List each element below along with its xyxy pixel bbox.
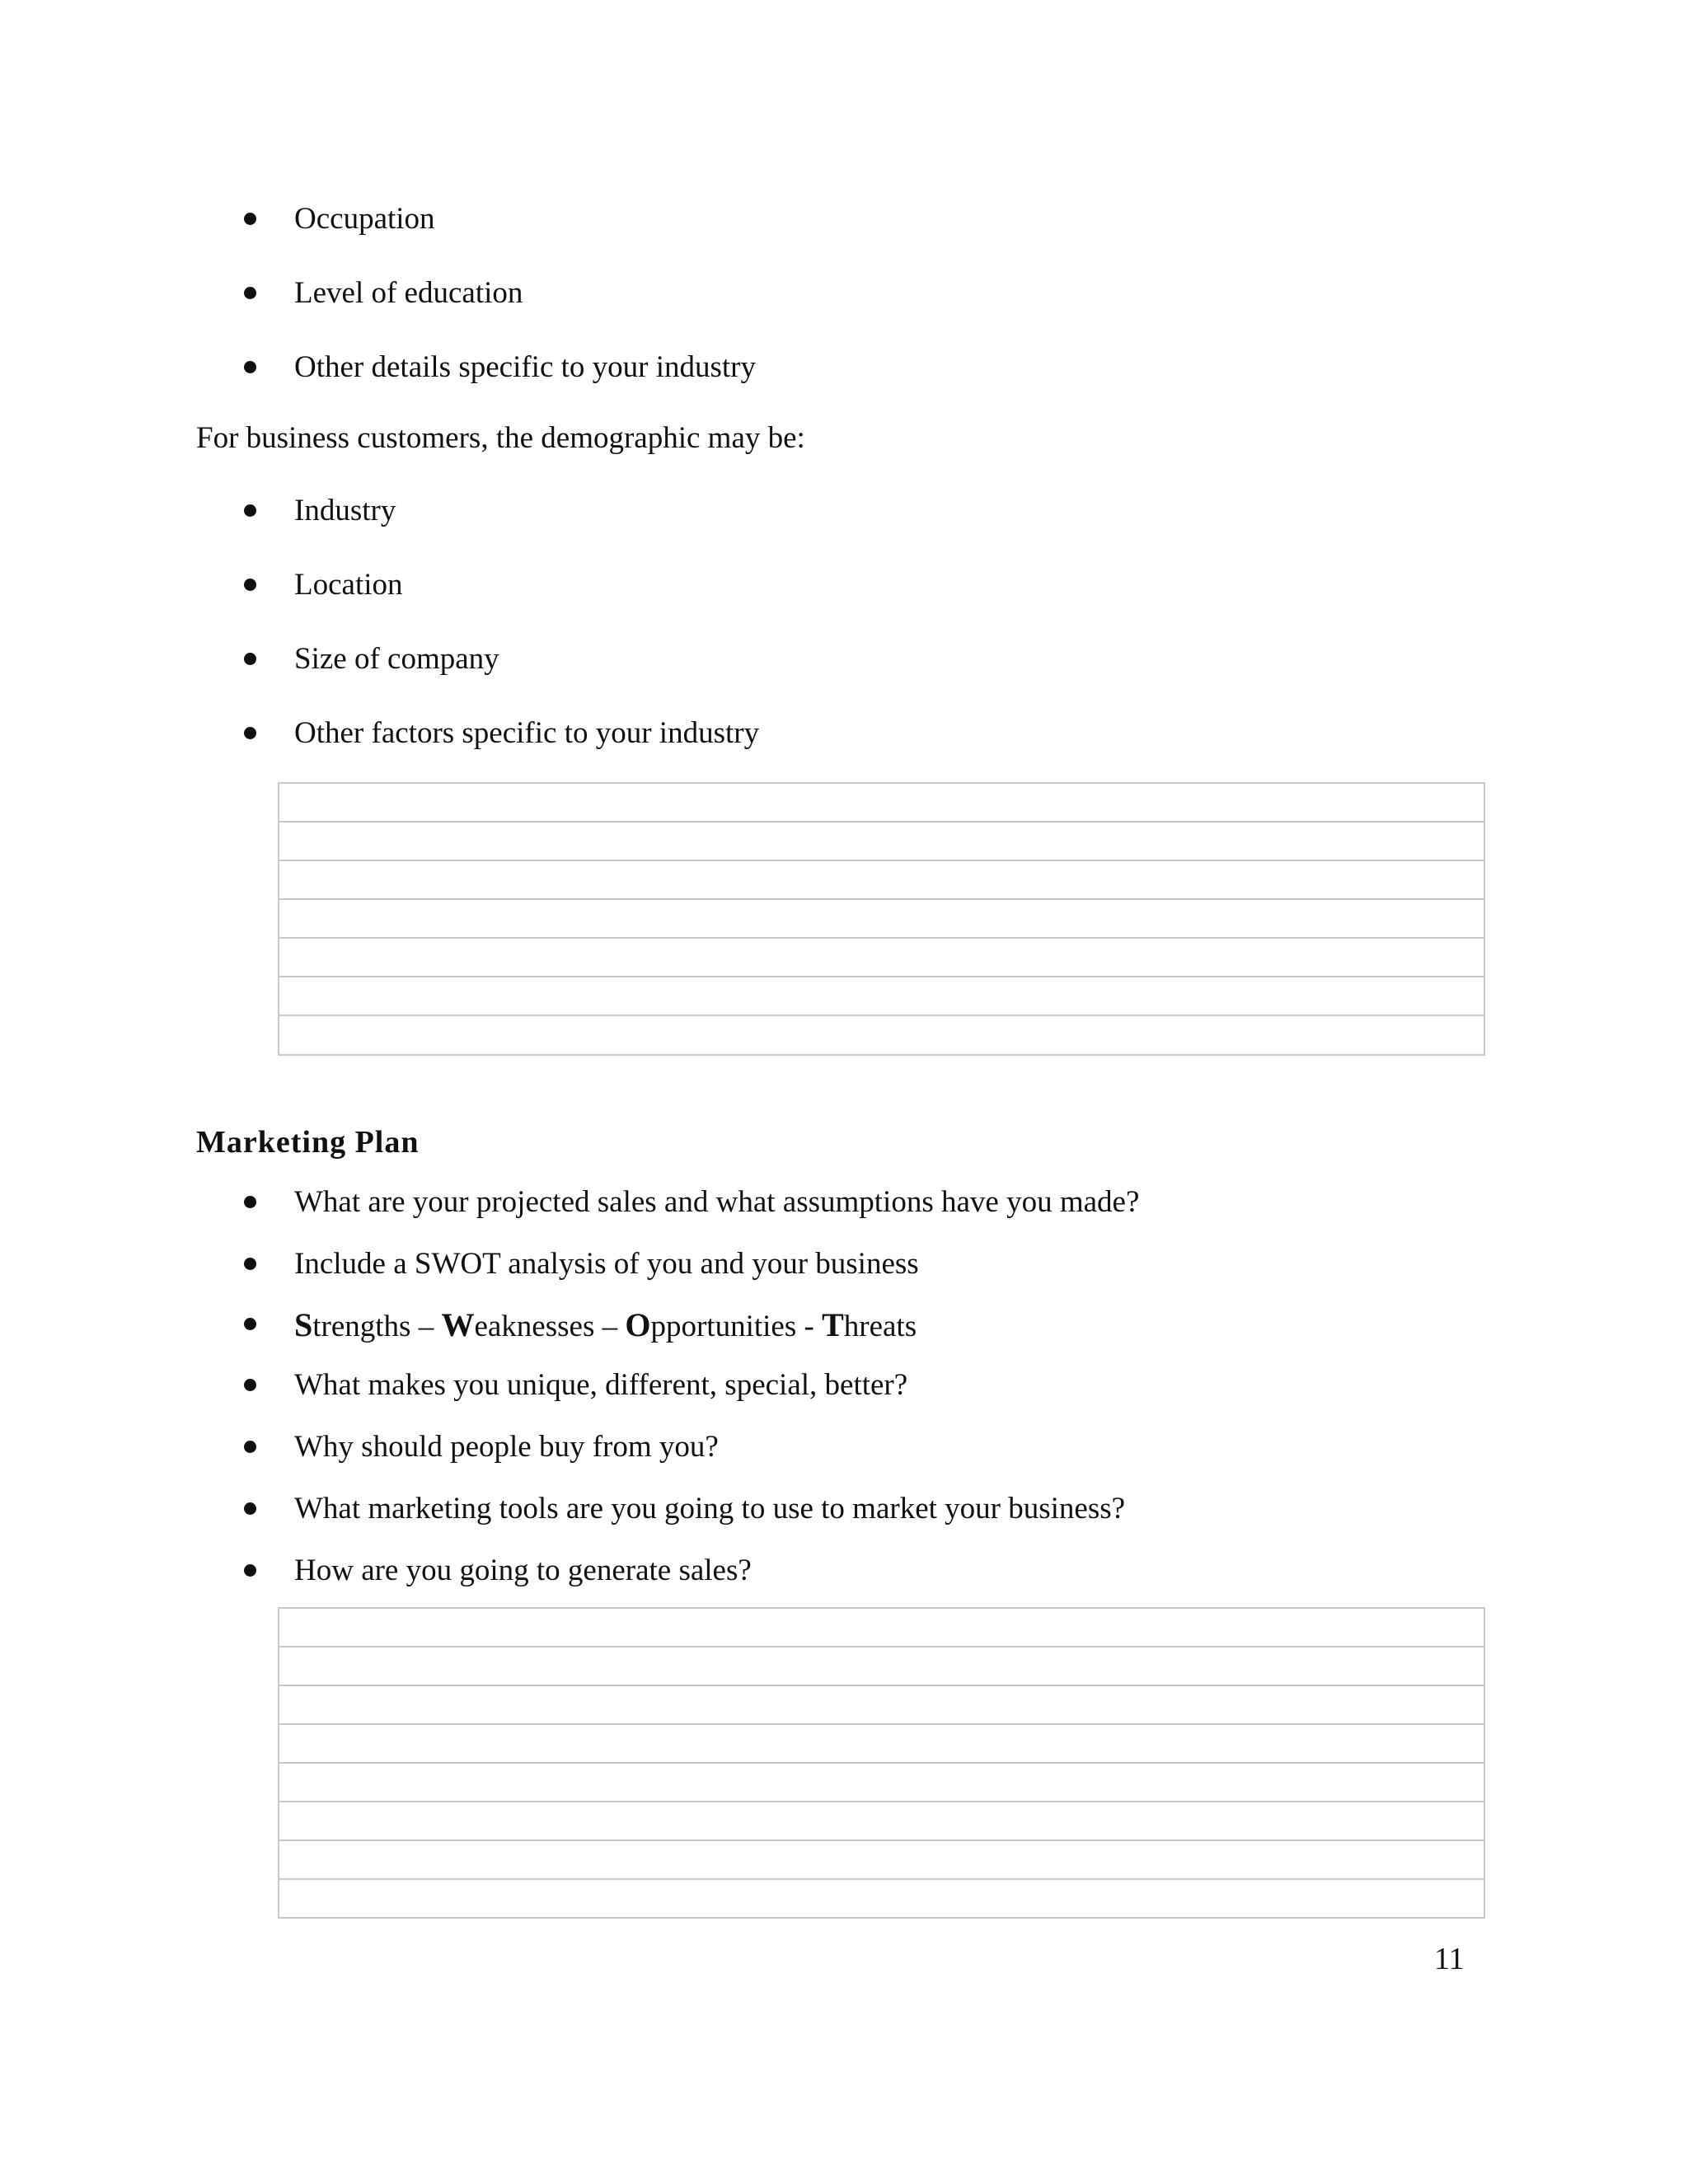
writing-line[interactable] — [279, 1647, 1484, 1686]
bullet-icon — [244, 1318, 256, 1330]
writing-line[interactable] — [279, 823, 1484, 861]
list-item-text: Level of education — [294, 276, 523, 310]
list-item-text: Why should people buy from you? — [294, 1430, 719, 1464]
bullet-icon — [244, 1441, 256, 1453]
list-item-text: What makes you unique, different, special, better? — [294, 1368, 908, 1402]
swot-line — [294, 1306, 917, 1343]
bullet-icon — [244, 579, 256, 591]
writing-line[interactable] — [279, 1016, 1484, 1055]
list-item-text: Industry — [294, 494, 396, 527]
bullet-icon — [244, 1502, 256, 1515]
list-item-text: Other details specific to your industry — [294, 350, 757, 384]
swot-separator: – — [594, 1310, 626, 1343]
swot-word-rest: hreats — [843, 1310, 917, 1343]
writing-line[interactable] — [279, 1764, 1484, 1802]
writing-lines-box-demographics[interactable] — [278, 782, 1485, 1056]
swot-letter-s: S — [294, 1306, 313, 1343]
swot-word-rest: trengths — [312, 1310, 411, 1343]
bullet-icon — [244, 1564, 256, 1577]
swot-word-rest: pportunities — [650, 1310, 797, 1343]
list-item-text: What marketing tools are you going to use to market your business? — [294, 1492, 1126, 1526]
swot-letter-o: O — [625, 1306, 651, 1343]
bullet-icon — [244, 653, 256, 665]
writing-line[interactable] — [279, 939, 1484, 977]
bullet-icon — [244, 213, 256, 225]
list-item-text: Occupation — [294, 202, 435, 236]
page-number: 11 — [1434, 1942, 1465, 1976]
bullet-icon — [244, 287, 256, 299]
list-item-text: Include a SWOT analysis of you and your business — [294, 1247, 919, 1281]
bullet-icon — [244, 504, 256, 517]
list-item-text: Location — [294, 568, 403, 602]
swot-separator: – — [410, 1310, 442, 1343]
writing-line[interactable] — [279, 1725, 1484, 1764]
swot-letter-w: W — [441, 1306, 475, 1343]
writing-line[interactable] — [279, 1609, 1484, 1647]
bullet-icon — [244, 1258, 256, 1270]
swot-letter-t: T — [822, 1306, 844, 1343]
writing-line[interactable] — [279, 1686, 1484, 1725]
bullet-icon — [244, 1196, 256, 1208]
writing-line[interactable] — [279, 1841, 1484, 1880]
bullet-icon — [244, 361, 256, 373]
swot-word-rest: eaknesses — [474, 1310, 595, 1343]
bullet-icon — [244, 727, 256, 739]
writing-line[interactable] — [279, 1802, 1484, 1841]
swot-separator: - — [796, 1310, 823, 1343]
writing-line[interactable] — [279, 1880, 1484, 1919]
writing-line[interactable] — [279, 784, 1484, 823]
list-item-text: Other factors specific to your industry — [294, 716, 760, 750]
writing-line[interactable] — [279, 900, 1484, 939]
writing-line[interactable] — [279, 861, 1484, 900]
list-item-text: What are your projected sales and what assumptions have you made? — [294, 1185, 1140, 1219]
bullet-icon — [244, 1379, 256, 1391]
writing-line[interactable] — [279, 977, 1484, 1016]
writing-lines-box-marketing[interactable] — [278, 1607, 1485, 1919]
business-intro-paragraph: For business customers, the demographic may be: — [196, 421, 805, 455]
list-item-text: Size of company — [294, 642, 499, 676]
section-heading-marketing-plan: Marketing Plan — [196, 1125, 420, 1160]
list-item-text: How are you going to generate sales? — [294, 1554, 752, 1587]
